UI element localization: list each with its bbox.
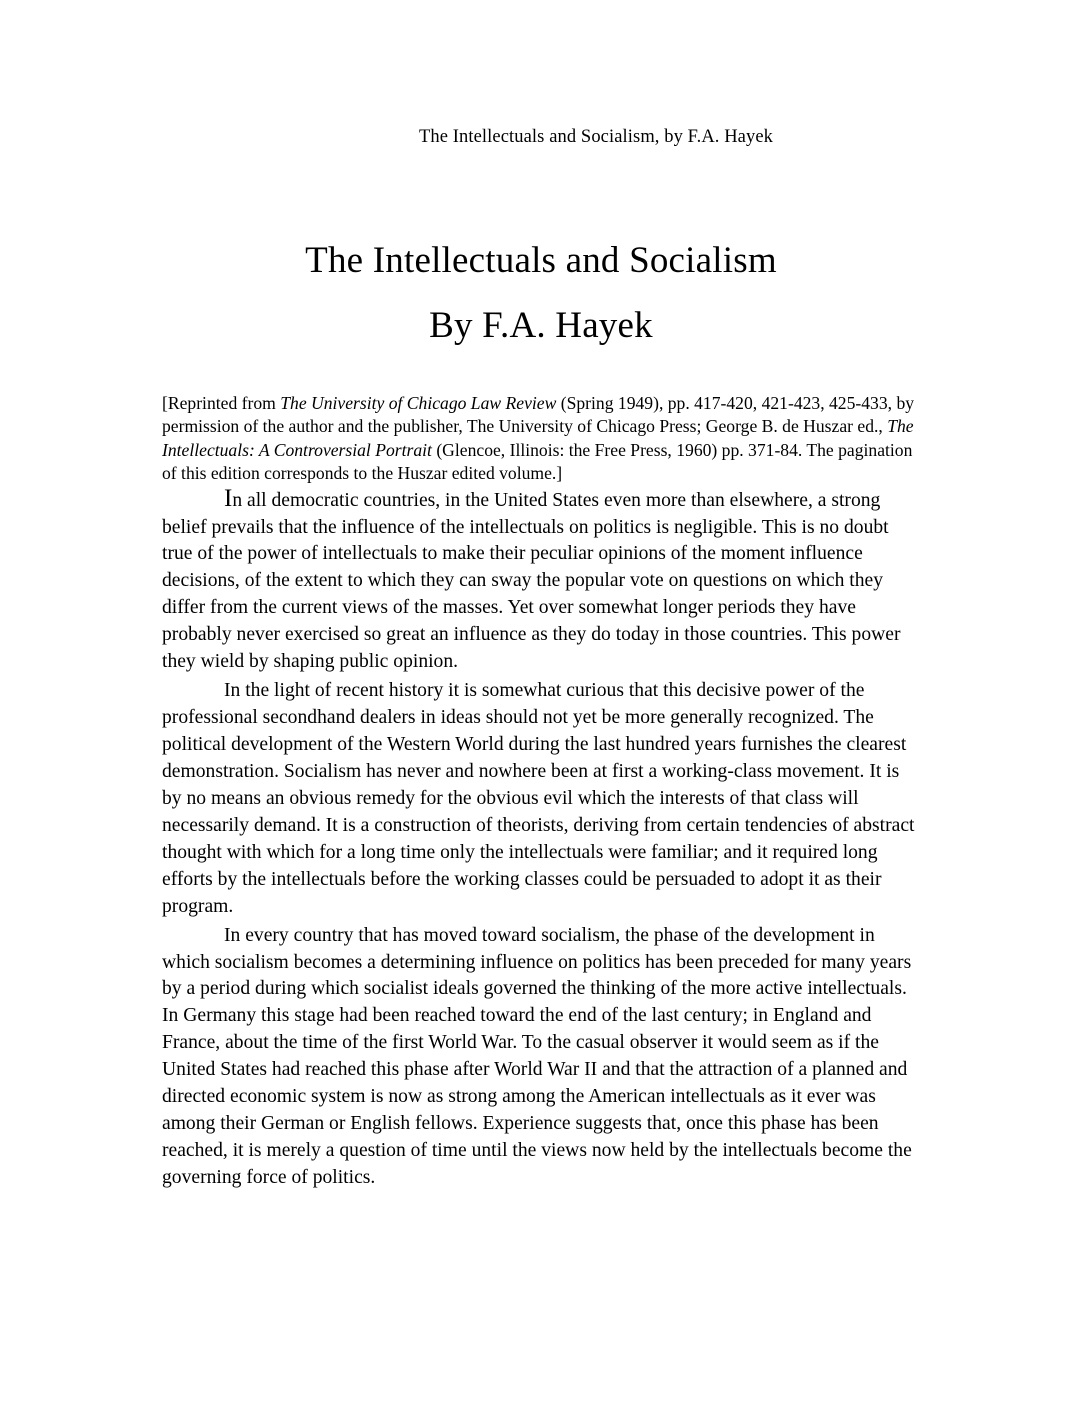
paragraph	[162, 676, 918, 920]
author-line: By F.A. Hayek	[429, 304, 653, 346]
reprint-note-part2: (Spring 1949), pp. 417-420, 421-423, 425-433, by permission of the author and the publisher, The University of Chicago Press; George B. de Huszar ed.,	[162, 393, 915, 437]
title-block	[0, 240, 1082, 347]
paragraph-text: In the light of recent history it is somewhat curious that this decisive power of the professional secondhand dealers in ideas should not yet be more generally recognized. The political development of the Western World during the last hundred years furnishes the clearest demonstration. Socialism has never and nowhere been at first a working-class movement. It is by no means an obvious remedy for the obvious evil which the interests of that class will necessarily demand. It is a construction of theorists, deriving from certain tendencies of abstract thought with which for a long time only the intellectuals were familiar; and it required long efforts by the intellectuals before the working classes could be persuaded to adopt it as their program.	[162, 680, 915, 917]
document-body	[162, 392, 918, 1192]
paragraph	[162, 921, 918, 1192]
paragraph-text: n all democratic countries, in the United States even more than elsewhere, a strong belief prevails that the influence of the intellectuals on politics is negligible. This is no doubt true of the power of intellectuals to make their peculiar opinions of the moment influence decisions, of the extent to which they can sway the popular vote on questions on which they differ from the current views of the masses. Yet over somewhat longer periods they have probably never exercised so great an influence as they do today in those countries. This power they wield by shaping public opinion.	[162, 489, 901, 673]
reprint-note	[162, 392, 918, 486]
reprint-note-journal: The University of Chicago Law Review	[280, 393, 557, 413]
paragraph-initial: I	[224, 484, 233, 512]
reprint-note-booktitle: The Intellectuals: A Controversial Portrait	[162, 416, 914, 460]
paragraph-text: In every country that has moved toward socialism, the phase of the development in which socialism becomes a determining influence on politics has been preceded for many years by a period during which socialist ideals governed the thinking of the more active intellectuals. In Germany this stage had been reached toward the end of the last century; in England and France, about the time of the first World War. To the casual observer it would seem as if the United States had reached this phase after World War II and that the attraction of a planned and directed economic system is now as strong among the American intellectuals as it ever was among their German or English fellows. Experience suggests that, once this phase has been reached, it is merely a question of time until the views now held by the intellectuals become the governing force of politics.	[162, 924, 912, 1188]
page-title: The Intellectuals and Socialism	[305, 240, 777, 281]
reprint-note-part3: (Glencoe, Illinois: the Free Press, 1960) pp. 371-84. The pagination of this edition corresponds to the Huszar edited volume.]	[162, 439, 913, 484]
running-head: The Intellectuals and Socialism, by F.A. Hayek	[418, 127, 774, 147]
reprint-note-part1: [Reprinted from	[162, 393, 281, 413]
paragraph	[162, 486, 918, 677]
